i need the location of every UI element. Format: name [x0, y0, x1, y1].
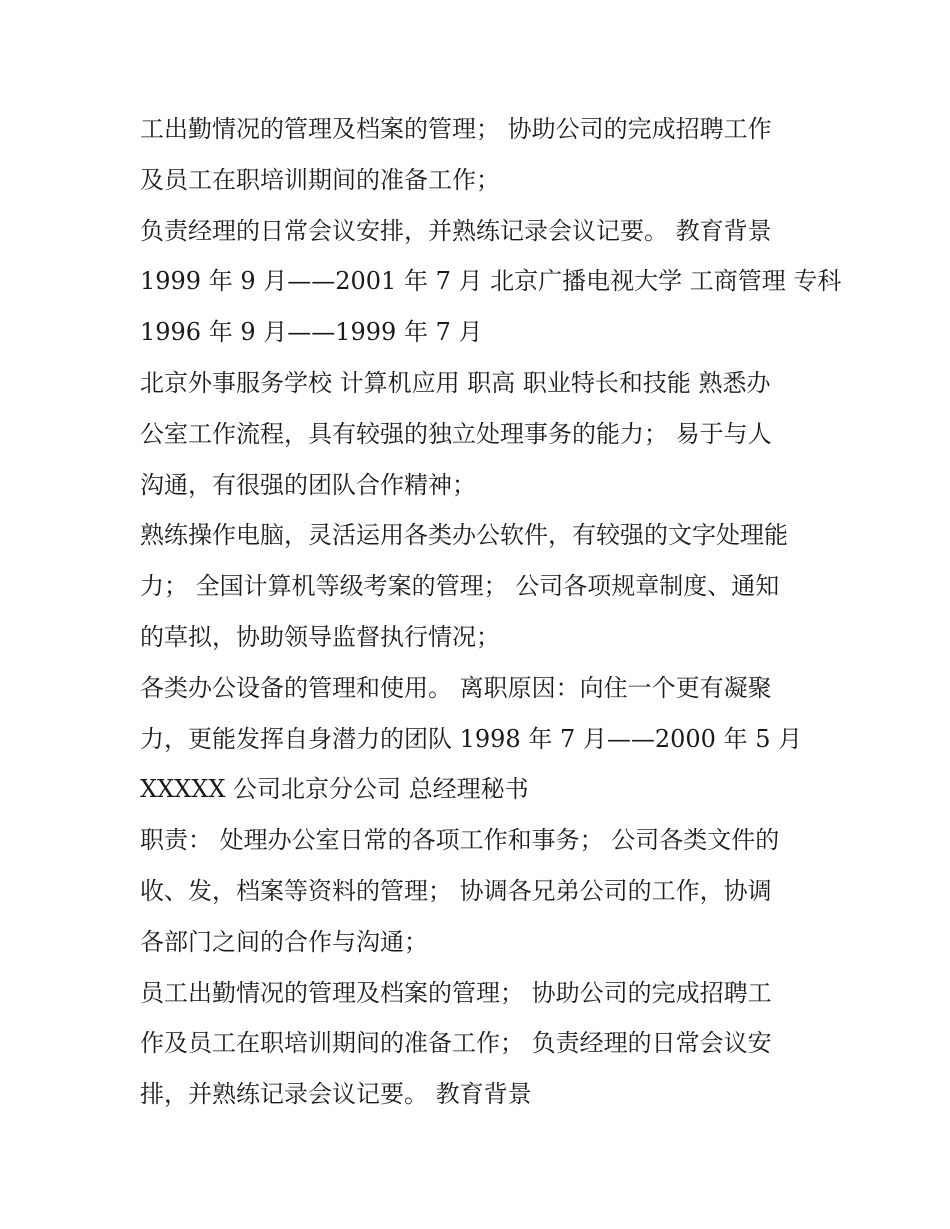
text-line-10: 力； 全国计算机等级考案的管理； 公司各项规章制度、通知 [140, 572, 780, 601]
text-line-13: 力，更能发挥自身潜力的团队 1998 年 7 月——2000 年 5 月 [140, 724, 803, 753]
text-line-2: 及员工在职培训期间的准备工作； [140, 165, 500, 194]
text-line-4: 1999 年 9 月——2001 年 7 月 北京广播电视大学 工商管理 专科 [140, 267, 842, 296]
text-line-16: 收、发，档案等资料的管理； 协调各兄弟公司的工作，协调 [140, 876, 772, 905]
text-line-8: 沟通，有很强的团队合作精神； [140, 470, 476, 499]
text-line-1: 工出勤情况的管理及档案的管理； 协助公司的完成招聘工作 [140, 115, 772, 143]
text-line-12: 各类办公设备的管理和使用。 离职原因：向住一个更有凝聚 [140, 673, 772, 702]
text-line-18: 员工出勤情况的管理及档案的管理； 协助公司的完成招聘工 [140, 978, 772, 1007]
text-line-19: 作及员工在职培训期间的准备工作； 负责经理的日常会议安 [140, 1029, 772, 1058]
text-line-17: 各部门之间的合作与沟通； [140, 927, 428, 956]
text-line-6: 北京外事服务学校 计算机应用 职高 职业特长和技能 熟悉办 [140, 368, 771, 397]
text-line-14: XXXXX 公司北京分公司 总经理秘书 [140, 775, 529, 804]
text-line-9: 熟练操作电脑，灵活运用各类办公软件，有较强的文字处理能 [140, 521, 788, 550]
text-line-11: 的草拟，协助领导监督执行情况； [140, 622, 500, 651]
text-line-5: 1996 年 9 月——1999 年 7 月 [140, 318, 483, 347]
document-body [140, 104, 842, 1120]
text-line-20: 排，并熟练记录会议记要。 教育背景 [140, 1080, 532, 1109]
text-line-15: 职责： 处理办公室日常的各项工作和事务； 公司各类文件的 [140, 826, 780, 855]
text-line-3: 负责经理的日常会议安排，并熟练记录会议记要。 教育背景 [140, 216, 772, 245]
text-line-7: 公室工作流程，具有较强的独立处理事务的能力； 易于与人 [140, 419, 772, 448]
